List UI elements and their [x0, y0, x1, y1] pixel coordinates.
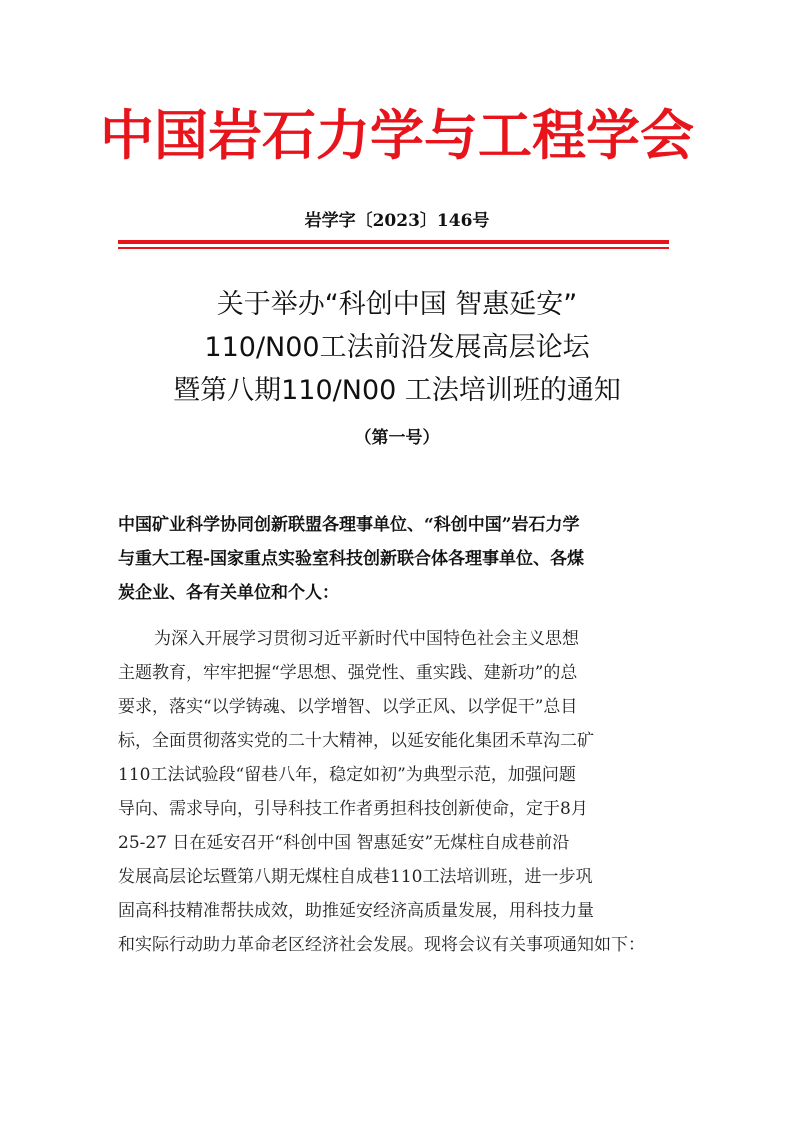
- issue-number: （第一号）: [354, 428, 440, 448]
- body-paragraph: [118, 622, 688, 962]
- notice-title: [0, 283, 794, 412]
- addressee-line-2: 与重大工程-国家重点实验室科技创新联合体各理事单位、各煤: [118, 549, 585, 569]
- addressee-block: [118, 508, 678, 610]
- header-divider-thick: [118, 240, 669, 244]
- header-divider-thin: [118, 247, 669, 249]
- title-line-2: 110/N00工法前沿发展高层论坛: [204, 332, 590, 363]
- body-line-10: 和实际行动助力革命老区经济社会发展。现将会议有关事项通知如下：: [118, 935, 645, 955]
- title-line-1: 关于举办“科创中国 智惠延安”: [216, 289, 578, 320]
- body-line-4: 标，全面贯彻落实党的二十大精神，以延安能化集团禾草沟二矿: [118, 731, 594, 751]
- addressee-line-3: 炭企业、各有关单位和个人：: [118, 583, 339, 603]
- body-line-3: 要求，落实“以学铸魂、以学增智、以学正风、以学促干”总目: [118, 697, 578, 717]
- body-line-9: 固高科技精准帮扶成效，助推延安经济高质量发展，用科技力量: [118, 901, 594, 921]
- body-line-2: 主题教育，牢牢把握“学思想、强党性、重实践、建新功”的总: [118, 663, 578, 683]
- body-line-1: 为深入开展学习贯彻习近平新时代中国特色社会主义思想: [154, 629, 579, 649]
- document-number: 岩学字〔2023〕146号: [304, 211, 490, 231]
- title-line-3: 暨第八期110/N00 工法培训班的通知: [173, 375, 621, 406]
- body-line-8: 发展高层论坛暨第八期无煤柱自成巷110工法培训班，进一步巩: [118, 867, 593, 887]
- body-line-5: 110工法试验段“留巷八年，稳定如初”为典型示范，加强问题: [118, 765, 576, 785]
- organization-header: 中国岩石力学与工程学会: [100, 103, 694, 167]
- body-line-6: 导向、需求导向，引导科技工作者勇担科技创新使命，定于8月: [118, 799, 588, 819]
- addressee-line-1: 中国矿业科学协同创新联盟各理事单位、“科创中国”岩石力学: [118, 515, 580, 535]
- body-line-7: 25-27 日在延安召开“科创中国 智惠延安”无煤柱自成巷前沿: [118, 833, 570, 853]
